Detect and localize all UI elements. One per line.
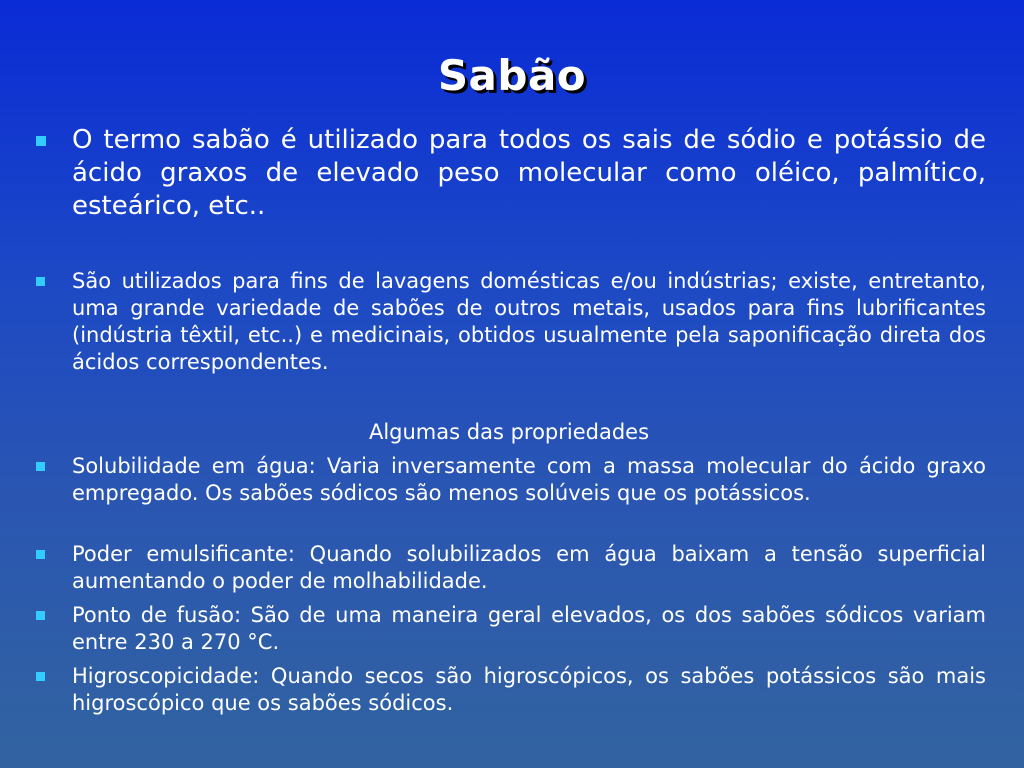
square-bullet-icon (36, 672, 45, 681)
list-item-text: O termo sabão é utilizado para todos os sais de sódio e potássio de ácido graxos de elevado peso molecular como oléico, palmítico, esteárico, etc.. (72, 125, 986, 221)
slide-title: Sabão (437, 51, 587, 100)
square-bullet-icon (36, 277, 45, 286)
list-item-text: São utilizados para fins de lavagens domésticas e/ou indústrias; existe, entretanto, uma grande variedade de sabões de outros metais, usados para fins lubrificantes (indústria têxtil, etc..) e medicinais, obtidos usualmente pela saponificação direta dos ácidos correspondentes. (72, 269, 986, 374)
properties-subheading: Algumas das propriedades (368, 420, 650, 444)
list-item-text: Higroscopicidade: Quando secos são higroscópicos, os sabões potássicos são mais higroscópico que os sabões sódicos. (72, 664, 986, 715)
square-bullet-icon (36, 550, 45, 559)
square-bullet-icon (36, 611, 45, 620)
list-item-text: Poder emulsificante: Quando solubilizados em água baixam a tensão superficial aumentando o poder de molhabilidade. (72, 542, 986, 593)
list-item-text: Ponto de fusão: São de uma maneira geral elevados, os dos sabões sódicos variam entre 230 a 270 °C. (72, 603, 986, 654)
square-bullet-icon (36, 462, 45, 471)
list-item-text: Solubilidade em água: Varia inversamente com a massa molecular do ácido graxo empregado. Os sabões sódicos são menos solúveis que os potássicos. (72, 454, 986, 505)
square-bullet-icon (36, 136, 46, 146)
